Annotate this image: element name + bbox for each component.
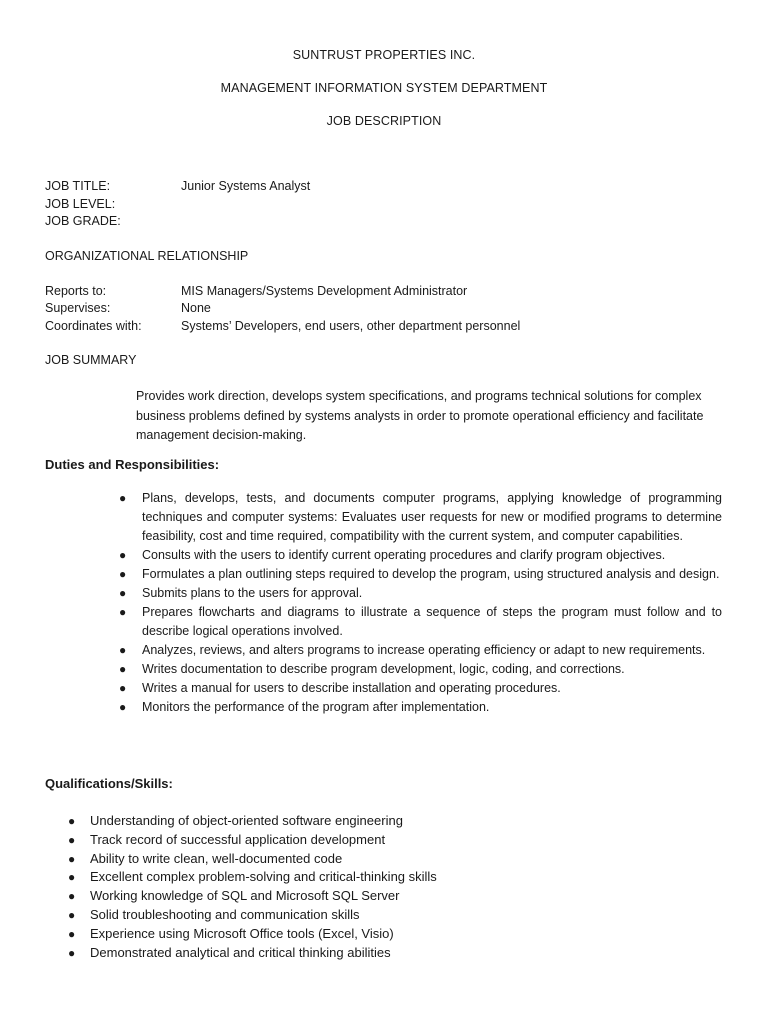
list-item — [64, 906, 664, 925]
list-item — [64, 812, 664, 831]
list-item — [115, 546, 722, 565]
list-item — [115, 584, 722, 603]
qualification-text: Understanding of object-oriented software engineering — [90, 813, 403, 828]
list-item — [115, 679, 722, 698]
bullet-icon: ● — [119, 491, 127, 505]
bullet-icon: ● — [68, 907, 76, 922]
list-item — [115, 565, 722, 584]
list-item — [115, 603, 722, 641]
bullet-icon: ● — [119, 643, 127, 657]
bullet-icon: ● — [68, 945, 76, 960]
bullet-icon: ● — [119, 586, 127, 600]
list-item — [115, 641, 722, 660]
duty-text: Plans, develops, tests, and documents computer programs, applying knowledge of programming techniques and computer systems: Evaluates user requests for new or modified programs to determine feasibility, cost and time required, compatibility with the current system, and computer capabilities. — [142, 491, 722, 543]
list-item — [64, 831, 664, 850]
duty-text: Analyzes, reviews, and alters programs to increase operating efficiency or adapt to new requirements. — [142, 643, 706, 657]
qualification-text: Demonstrated analytical and critical thinking abilities — [90, 944, 391, 960]
supervises-label: Supervises: — [45, 301, 111, 315]
reports-to-label: Reports to: — [45, 284, 107, 298]
list-item — [64, 850, 664, 869]
duties-heading: Duties and Responsibilities: — [45, 457, 220, 472]
job-grade-label: JOB GRADE: — [45, 214, 121, 228]
qualification-text: Ability to write clean, well-documented code — [90, 850, 343, 866]
job-summary-heading: JOB SUMMARY — [45, 353, 137, 367]
qualifications-heading: Qualifications/Skills: — [45, 776, 173, 791]
qualification-text: Working knowledge of SQL and Microsoft SQL Server — [90, 888, 400, 904]
duty-text: Writes documentation to describe program development, logic, coding, and corrections. — [142, 662, 625, 676]
qualification-text: Solid troubleshooting and communication skills — [90, 906, 360, 922]
duty-text: Submits plans to the users for approval. — [142, 586, 363, 600]
duty-text: Prepares flowcharts and diagrams to illustrate a sequence of steps the program must follow and to describe logical operations involved. — [142, 605, 722, 638]
bullet-icon: ● — [119, 700, 127, 714]
document-type: JOB DESCRIPTION — [326, 114, 442, 128]
duty-text: Writes a manual for users to describe installation and operating procedures. — [142, 681, 561, 695]
job-title-value: Junior Systems Analyst — [181, 179, 311, 193]
coordinates-with-label: Coordinates with: — [45, 319, 142, 333]
list-item — [115, 489, 722, 546]
job-summary-text: Provides work direction, develops system specifications, and programs technical solutions for complex business problems defined by systems analysts in order to promote operational efficiency and facilitate management decision-making. — [136, 389, 704, 442]
qualifications-list — [64, 812, 664, 962]
qualification-text: Experience using Microsoft Office tools (Excel, Visio) — [90, 925, 394, 941]
bullet-icon: ● — [119, 567, 127, 581]
bullet-icon: ● — [119, 681, 127, 695]
org-relationship-heading: ORGANIZATIONAL RELATIONSHIP — [45, 249, 249, 263]
list-item — [64, 868, 664, 887]
qualification-text: Track record of successful application development — [90, 831, 386, 847]
duty-text: Formulates a plan outlining steps required to develop the program, using structured analysis and design. — [142, 567, 720, 581]
list-item — [64, 887, 664, 906]
duties-list — [115, 489, 722, 717]
department-name: MANAGEMENT INFORMATION SYSTEM DEPARTMENT — [220, 81, 548, 95]
coordinates-with-value: Systems’ Developers, end users, other department personnel — [181, 319, 521, 333]
reports-to-value: MIS Managers/Systems Development Administrator — [181, 284, 468, 298]
bullet-icon: ● — [68, 851, 76, 866]
job-level-label: JOB LEVEL: — [45, 197, 116, 211]
bullet-icon: ● — [68, 832, 76, 847]
duty-text: Monitors the performance of the program after implementation. — [142, 700, 490, 714]
job-title-label: JOB TITLE: — [45, 179, 111, 193]
duty-text: Consults with the users to identify current operating procedures and clarify program objectives. — [142, 548, 666, 562]
bullet-icon: ● — [68, 870, 76, 885]
bullet-icon: ● — [119, 605, 127, 619]
list-item — [64, 944, 664, 963]
list-item — [115, 698, 722, 717]
bullet-icon: ● — [68, 926, 76, 941]
supervises-value: None — [181, 301, 211, 315]
bullet-icon: ● — [68, 814, 76, 828]
company-name: SUNTRUST PROPERTIES INC. — [292, 48, 476, 62]
qualification-text: Excellent complex problem-solving and critical-thinking skills — [90, 869, 437, 885]
bullet-icon: ● — [119, 548, 127, 562]
bullet-icon: ● — [119, 662, 127, 676]
list-item — [115, 660, 722, 679]
bullet-icon: ● — [68, 889, 76, 904]
list-item — [64, 925, 664, 944]
